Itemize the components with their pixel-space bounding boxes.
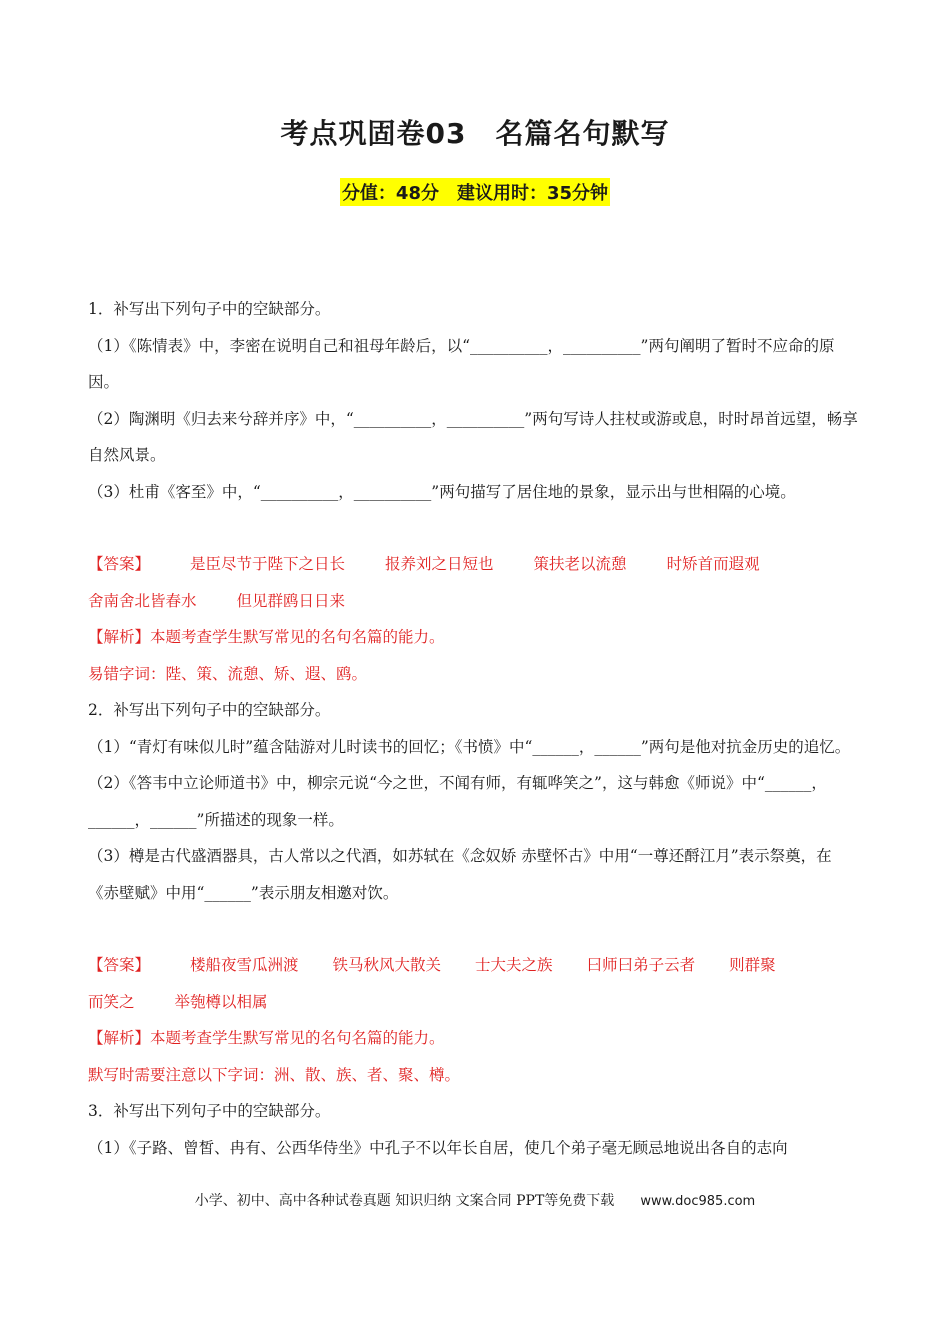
question-content [88, 291, 858, 1166]
q2-answer-line1 [88, 947, 858, 984]
q2-part1: （1）“青灯有味似儿时”蕴含陆游对儿时读书的回忆；《书愤》中“______，______”两句是他对抗金历史的追忆。 [88, 737, 851, 756]
q1-answer: 报养刘之日短也 [385, 555, 494, 573]
q3-part1: （1）《子路、曾皙、冉有、公西华侍坐》中孔子不以年长自居，使几个弟子毫无顾忌地说出各自的志向 [88, 1138, 788, 1157]
q1-part2: （2）陶渊明《归去来兮辞并序》中，“__________，__________”两句写诗人拄杖或游或息，时时昂首远望，畅享自然风景。 [88, 409, 858, 464]
score-time-subtitle: 分值：48分 建议用时：35分钟 [340, 178, 610, 206]
q2-analysis-text: 本题考查学生默写常见的名句名篇的能力。 [150, 1029, 445, 1047]
q2-answer: 举匏樽以相属 [174, 992, 268, 1011]
q1-answer-line2 [88, 583, 858, 620]
q1-answer: 时矫首而遐观 [666, 555, 760, 573]
q2-answer: 而笑之 [88, 992, 135, 1011]
q2-analysis-label: 【解析】 [88, 1029, 151, 1047]
q2-analysis [88, 1020, 858, 1057]
q1-part1: （1）《陈情表》中，李密在说明自己和祖母年龄后，以“__________，__________”两句阐明了暂时不应命的原因。 [88, 336, 835, 391]
q1-answer-line1 [88, 546, 858, 583]
footer-text: 小学、初中、高中各种试卷真题 知识归纳 文案合同 PPT等免费下载 [194, 1193, 615, 1209]
q1-analysis-text: 本题考查学生默写常见的名句名篇的能力。 [150, 628, 445, 646]
q2-answer: 士大夫之族 [475, 956, 553, 974]
q2-part2: （2）《答韦中立论师道书》中，柳宗元说“今之世，不闻有师，有辄哗笑之”，这与韩愈《师说》中“______，______，______”所描述的现象一样。 [88, 774, 827, 829]
q2-part3: （3）樽是古代盛酒器具，古人常以之代酒，如苏轼在《念奴娇 赤壁怀古》中用“一尊还酹江月”表示祭奠，在《赤壁赋》中用“______”表示朋友相邀对饮。 [88, 847, 832, 902]
q3-stem: 3．补写出下列句子中的空缺部分。 [88, 1102, 331, 1120]
subtitle-container [0, 178, 950, 206]
q2-answer: 曰师曰弟子云者 [586, 956, 696, 974]
footer-url[interactable]: www.doc985.com [640, 1194, 756, 1209]
q2-answer: 楼船夜雪瓜洲渡 [190, 956, 299, 974]
q1-stem: 1．补写出下列句子中的空缺部分。 [88, 300, 331, 318]
page-title: 考点巩固卷03 名篇名句默写 [280, 117, 670, 150]
q2-note: 默写时需要注意以下字词：洲、散、族、者、聚、樽。 [88, 1065, 461, 1084]
q1-analysis-label: 【解析】 [88, 628, 151, 646]
q2-stem: 2．补写出下列句子中的空缺部分。 [88, 701, 331, 719]
q2-answer: 则群聚 [729, 956, 776, 974]
q2-answer-line2 [88, 984, 858, 1021]
q1-answer: 是臣尽节于陛下之日长 [190, 555, 346, 573]
q1-analysis [88, 619, 858, 656]
q1-answer: 策扶老以流憩 [533, 555, 627, 573]
q1-answer: 舍南舍北皆春水 [88, 591, 197, 610]
q1-answer: 但见群鸥日日来 [236, 591, 346, 610]
q1-note: 易错字词：陛、策、流憩、矫、遐、鸥。 [88, 664, 368, 683]
q2-answer-label: 【答案】 [88, 956, 151, 974]
q2-answer: 铁马秋风大散关 [332, 956, 442, 974]
page-footer [0, 1190, 950, 1210]
q1-part3: （3）杜甫《客至》中，“__________，__________”两句描写了居住地的景象，显示出与世相隔的心境。 [88, 482, 796, 501]
q1-answer-label: 【答案】 [88, 555, 151, 573]
